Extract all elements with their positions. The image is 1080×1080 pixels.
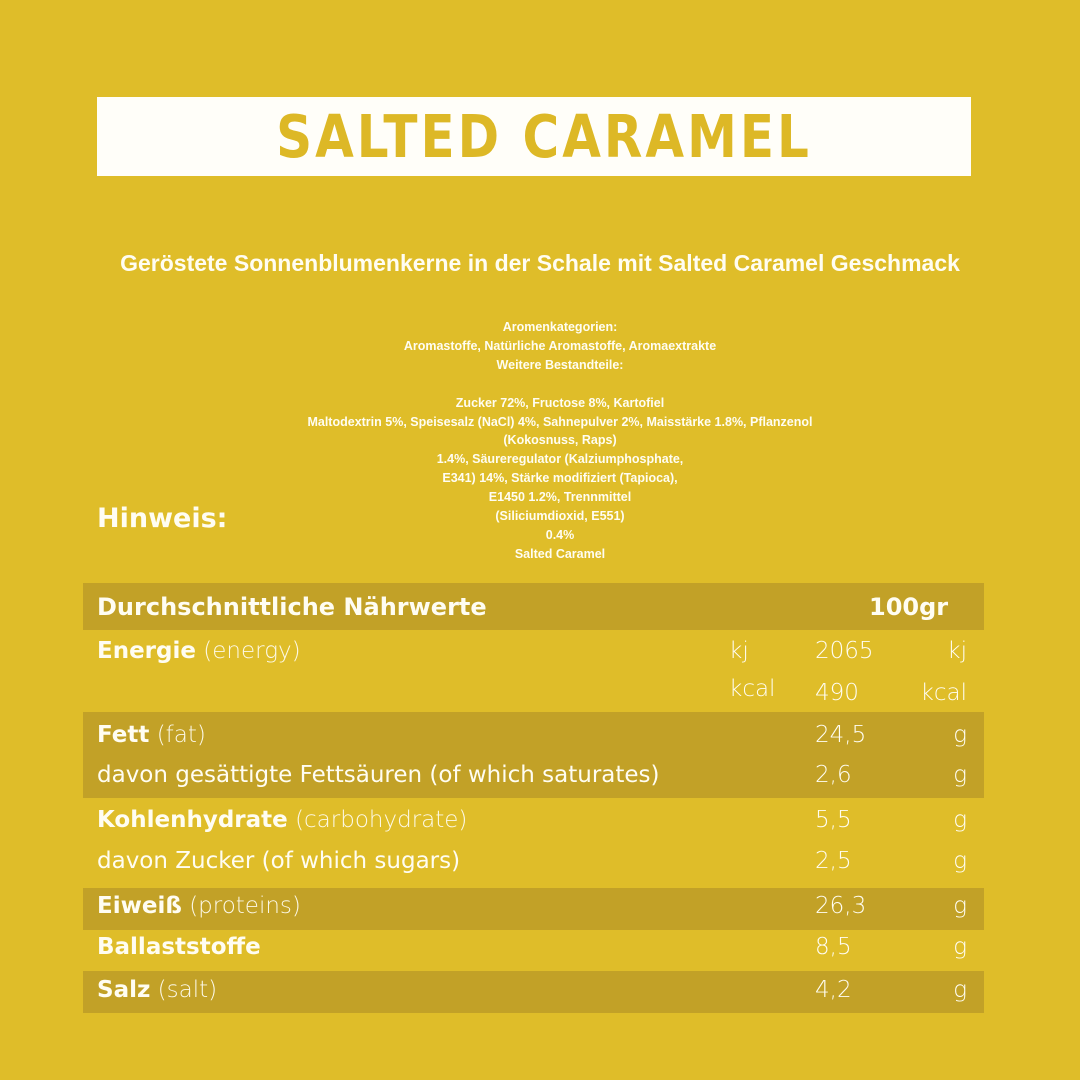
nutrient-label-en: (carbohydrate)	[295, 807, 468, 833]
nutrient-row-fat	[97, 722, 977, 764]
product-title: SALTED CARAMEL	[276, 102, 812, 171]
energy-unit2-kj: kj	[947, 638, 967, 664]
energy-value-kcal: 490	[815, 680, 859, 706]
nutrient-value: 2,5	[815, 848, 852, 874]
nutrient-row-carbohydrate	[97, 807, 977, 849]
energy-row-kcal	[97, 676, 977, 718]
nutrient-value: 24,5	[815, 722, 867, 748]
energy-unit-kcal: kcal	[729, 676, 776, 702]
nutrient-label	[97, 934, 261, 960]
nutrient-label-de: Ballaststoffe	[97, 934, 261, 960]
energy-label	[97, 638, 301, 664]
nutrient-row-protein	[97, 893, 977, 935]
ingredients-line: 1.4%, Säureregulator (Kalziumphosphate,	[436, 452, 684, 467]
energy-label-de: Energie	[97, 638, 196, 664]
product-subtitle: Geröstete Sonnenblumenkerne in der Schale mit Salted Caramel Geschmack	[120, 250, 960, 276]
nutrient-label-en: davon gesättigte Fettsäuren (of which saturates)	[97, 762, 660, 788]
ingredients-line: Aromastoffe, Natürliche Aromastoffe, Aromaextrakte	[403, 338, 717, 353]
energy-unit2-kcal: kcal	[920, 680, 967, 706]
ingredients-line: Aromenkategorien:	[502, 320, 618, 334]
ingredients-line: (Kokosnuss, Raps)	[503, 433, 617, 448]
nutrient-unit: g	[953, 762, 967, 788]
ingredients-line: Salted Caramel	[514, 546, 606, 561]
ingredients-line: E341) 14%, Stärke modifiziert (Tapioca),	[442, 471, 678, 486]
nutrient-unit: g	[953, 722, 967, 748]
ingredients-line: (Siliciumdioxid, E551)	[495, 509, 625, 524]
nutrition-header-label: Durchschnittliche Nährwerte	[97, 593, 487, 621]
ingredients-line: E1450 1.2%, Trennmittel	[488, 490, 632, 505]
nutrient-unit: g	[953, 848, 967, 874]
nutrient-row-sugars	[97, 848, 977, 890]
nutrient-label-en: davon Zucker (of which sugars)	[97, 848, 461, 874]
energy-label-en: (energy)	[203, 638, 301, 664]
nutrient-label-de: Fett	[97, 722, 150, 748]
nutrient-value: 26,3	[815, 893, 867, 919]
nutrient-value: 2,6	[815, 762, 852, 788]
nutrient-label	[97, 893, 301, 919]
energy-value-kj: 2065	[815, 638, 874, 664]
nutrient-unit: g	[953, 977, 967, 1003]
nutrient-value: 5,5	[815, 807, 852, 833]
nutrient-unit: g	[953, 934, 967, 960]
nutrient-unit: g	[953, 807, 967, 833]
nutrient-label	[97, 807, 467, 833]
nutrition-header-per: 100gr	[869, 593, 949, 621]
ingredients-line: Maltodextrin 5%, Speisesalz (NaCl) 4%, Sahnepulver 2%, Maisstärke 1.8%, Pflanzenol	[307, 414, 813, 429]
nutrient-label-de: Eiweiß	[97, 893, 182, 919]
ingredients-line: Weitere Bestandteile:	[496, 357, 624, 372]
ingredients-line: Zucker 72%, Fructose 8%, Kartofiel	[455, 395, 665, 410]
nutrient-label-en: (fat)	[156, 722, 206, 748]
nutrient-label-en: (proteins)	[189, 893, 301, 919]
nutrient-value: 8,5	[815, 934, 852, 960]
nutrient-label-en: (salt)	[157, 977, 218, 1003]
energy-unit-kj: kj	[729, 638, 749, 664]
nutrient-value: 4,2	[815, 977, 852, 1003]
nutrient-row-saturates	[97, 762, 977, 804]
nutrient-label	[97, 722, 206, 748]
nutrient-label	[97, 977, 217, 1003]
hint-label: Hinweis:	[97, 503, 228, 534]
nutrition-header-row	[97, 593, 977, 635]
nutrient-row-salt	[97, 977, 977, 1019]
nutrient-unit: g	[953, 893, 967, 919]
energy-row-kj	[97, 638, 977, 680]
title-banner	[97, 97, 971, 176]
ingredients-spacer	[0, 375, 1080, 394]
nutrient-row-fiber	[97, 934, 977, 976]
ingredients-line: 0.4%	[545, 527, 575, 542]
nutrient-label-de: Kohlenhydrate	[97, 807, 288, 833]
nutrient-label-de: Salz	[97, 977, 151, 1003]
